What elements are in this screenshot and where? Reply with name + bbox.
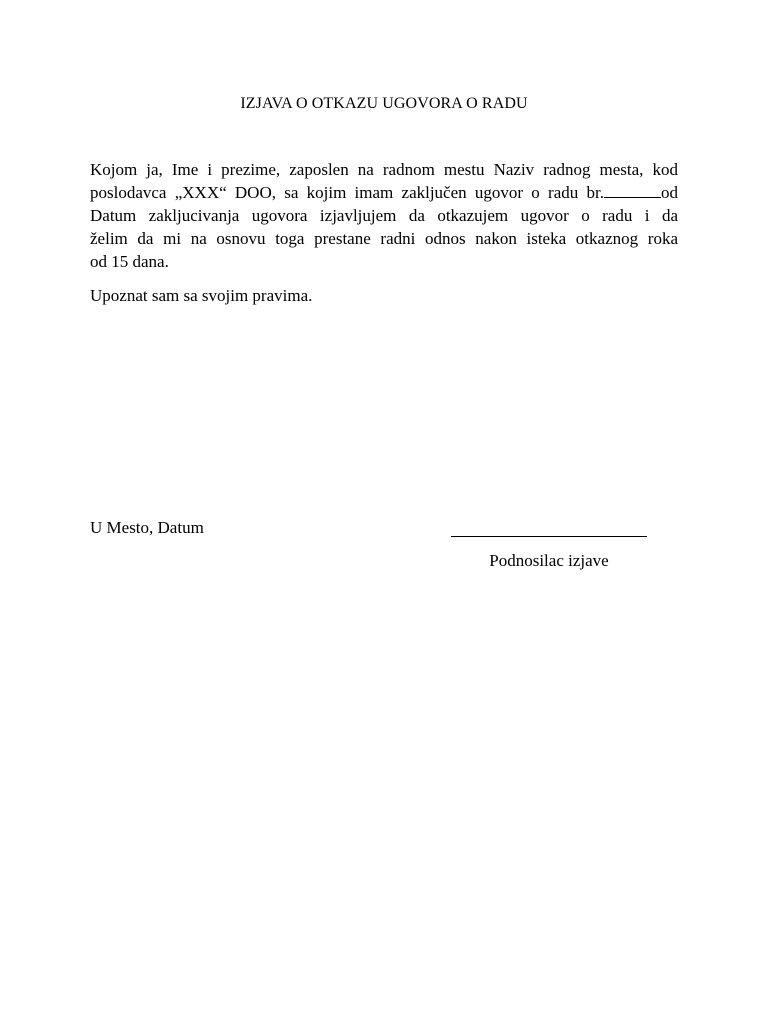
statement-paragraph [90, 158, 678, 273]
statement-line-2-end: od [661, 183, 678, 202]
contract-number-blank [604, 183, 661, 198]
rights-acknowledgement: Upoznat sam sa svojim pravima. [90, 286, 313, 305]
statement-line-1: Kojom ja, Ime i prezime, zaposlen na radnom mestu Naziv radnog mesta, kod [90, 160, 678, 179]
statement-line-5: od 15 dana. [90, 252, 169, 271]
statement-line-3: Datum zakljucivanja ugovora izjavljujem da otkazujem ugovor o radu i da [90, 206, 678, 225]
document-title: IZJAVA O OTKAZU UGOVORA O RADU [240, 95, 528, 112]
statement-line-2-text: poslodavca „XXX“ DOO, sa kojim imam zaključen ugovor o radu br. [90, 183, 604, 202]
signature-line [451, 536, 647, 537]
statement-line-2 [90, 181, 678, 204]
signature-label: Podnosilac izjave [489, 551, 609, 570]
place-and-date: U Mesto, Datum [90, 518, 204, 537]
statement-line-4: želim da mi na osnovu toga prestane radni odnos nakon isteka otkaznog roka [90, 229, 678, 248]
